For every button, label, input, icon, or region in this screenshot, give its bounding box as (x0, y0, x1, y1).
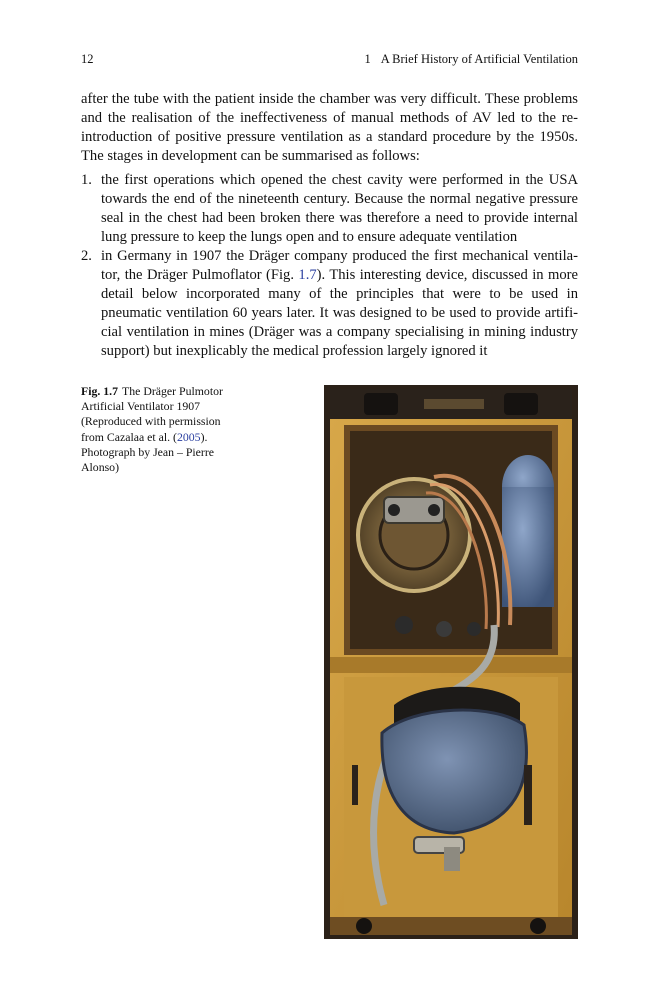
pulmotor-photograph (324, 385, 578, 939)
figure-label: Fig. 1.7 (81, 384, 119, 398)
chapter-title: A Brief History of Artificial Ventilation (380, 52, 578, 66)
caption-text-start: The Dräger Pulmotor Artificial Ventilator 1907 (Reproduced with permission from Cazalaa et al. ( (81, 384, 223, 444)
chapter-heading (364, 52, 578, 67)
list-text-end: ). This interesting device, discussed in more detail below incorporated many of the principles that were to be used in pneumatic ventilation 60 years later. It was designed to be used to provide artifi-cial ventilation in mines (Dräger was a company specialising in mining industry support) but inexplicably the medical profession largely ignored it (101, 267, 578, 359)
list-item (81, 171, 578, 247)
list-text-start: in Germany in 1907 the Dräger company produced the first mechanical ventila-tor, the Dräger Pulmoflator (Fig. (101, 248, 578, 283)
figure-reference-link[interactable]: 1.7 (298, 267, 317, 283)
running-header (81, 52, 578, 70)
list-item (81, 247, 578, 361)
citation-link[interactable]: 2005 (176, 429, 201, 444)
page-number: 12 (81, 52, 94, 66)
figure-caption (81, 384, 231, 475)
body-paragraph: after the tube with the patient inside the chamber was very difficult. These problems and the realisation of the ineffectiveness of manual methods of AV led to the re-introduction of positive pressure ventilation as a standard procedure by the 1950s. The stages in development can be summarised as follows: (81, 91, 578, 164)
chapter-number: 1 (364, 52, 371, 66)
development-stages-list (81, 171, 578, 361)
caption-text-end: ). Photograph by Jean – Pierre Alonso) (81, 429, 215, 475)
list-number: 1. (81, 172, 92, 188)
list-number: 2. (81, 248, 92, 264)
list-text: the first operations which opened the chest cavity were performed in the USA towards the end of the nineteenth century. Because the normal negative pressure seal in the chest had been broken there was therefore a need to provide internal lung pressure to keep the lungs open and to ensure adequate ventilation (101, 172, 578, 245)
